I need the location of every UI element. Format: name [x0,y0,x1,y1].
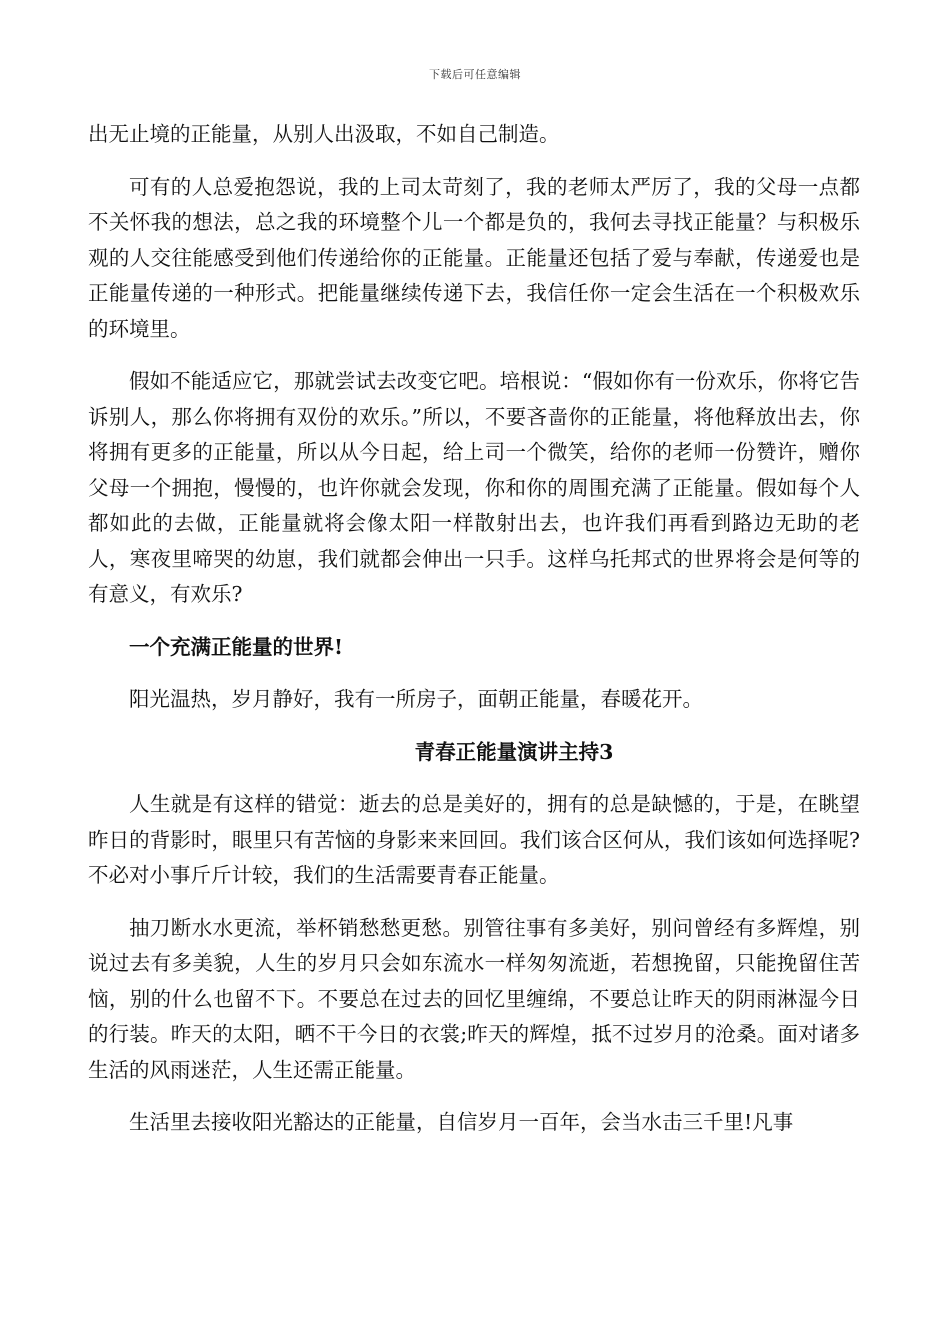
paragraph-9: 生活里去接收阳光豁达的正能量，自信岁月一百年，会当水击三千里!凡事 [129,1110,794,1134]
bold-statement: 一个充满正能量的世界! [129,634,343,659]
paragraph-7: 人生就是有这样的错觉：逝去的总是美好的，拥有的总是缺憾的，于是，在眺望昨日的背影时，眼里只有苦恼的身影来来回回。我们该合区何从，我们该如何选择呢?不必对小事斤斤计较，我们的生活需要青春正能量。 [88,792,860,887]
document-body [88,117,860,1158]
page-header: 下载后可任意编辑 [429,68,521,81]
paragraph-2: 可有的人总爱抱怨说，我的上司太苛刻了，我的老师太严厉了，我的父母一点都不关怀我的想法，总之我的环境整个儿一个都是负的，我何去寻找正能量？与积极乐观的人交往能感受到他们传递给你的正能量。正能量还包括了爱与奉献，传递爱也是正能量传递的一种形式。把能量继续传递下去，我信任你一定会生活在一个积极欢乐的环境里。 [88,174,860,341]
paragraph-1: 出无止境的正能量，从别人出汲取，不如自己制造。 [88,122,560,146]
section-heading: 青春正能量演讲主持3 [414,739,614,764]
paragraph-3: 假如不能适应它，那就尝试去改变它吧。培根说：“假如你有一份欢乐，你将它告诉别人，那么你将拥有双份的欢乐。”所以，不要吝啬你的正能量，将他释放出去，你将拥有更多的正能量，所以从今日起，给上司一个微笑，给你的老师一份赞许，赠你父母一个拥抱，慢慢的，也许你就会发现，你和你的周围充满了正能量。假如每个人都如此的去做，正能量就将会像太阳一样散射出去，也许我们再看到路边无助的老人，寒夜里啼哭的幼崽，我们就都会伸出一只手。这样乌托邦式的世界将会是何等的有意义，有欢乐? [88,369,860,606]
paragraph-8: 抽刀断水水更流，举杯销愁愁更愁。别管往事有多美好，别问曾经有多辉煌，别说过去有多美貌，人生的岁月只会如东流水一样匆匆流逝，若想挽留，只能挽留住苦恼，别的什么也留不下。不要总在过去的回忆里缠绵，不要总让昨天的阴雨淋湿今日的行装。昨天的太阳，晒不干今日的衣裳;昨天的辉煌，抵不过岁月的沧桑。面对诸多生活的风雨迷茫，人生还需正能量。 [88,915,860,1082]
paragraph-5: 阳光温热，岁月静好，我有一所房子，面朝正能量，春暖花开。 [129,687,703,711]
